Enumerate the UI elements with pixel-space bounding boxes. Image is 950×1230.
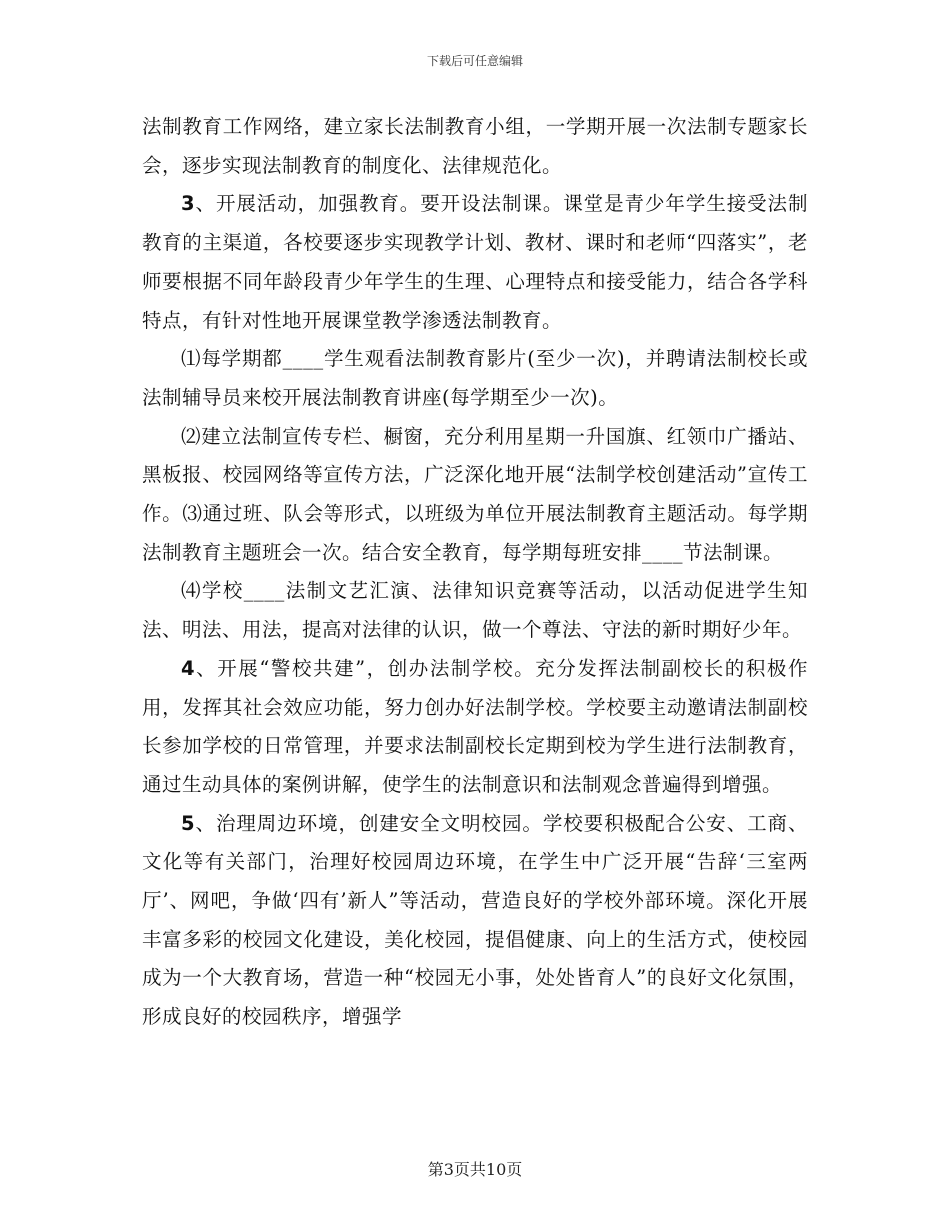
paragraph-continuation [142,108,808,185]
paragraph-sub-2 [142,418,808,573]
item-number: 4 [181,656,196,680]
page-header: 下载后可任意编辑 [426,54,523,68]
paragraph-item-5 [142,805,808,1037]
paragraph-sub-1 [142,340,808,417]
paragraph-text: 、开展活动，加强教育。要开设法制课。课堂是青少年学生接受法制教育的主渠道，各校要逐步实现教学计划、教材、课时和老师“四落实”，老师要根据不同年龄段青少年学生的生理、心理特点和接受能力，结合各学科特点，有针对性地开展课堂教学渗透法制教育。 [142,192,808,332]
paragraph-sub-4 [142,572,808,649]
paragraph-item-4 [142,650,808,805]
document-body [142,108,808,1037]
item-number: 5 [181,811,196,835]
paragraph-item-3 [142,185,808,340]
page-footer: 第3页共10页 [427,1160,523,1179]
paragraph-text: ⑵建立法制宣传专栏、橱窗，充分利用星期一升国旗、红领巾广播站、黑板报、校园网络等宣传方法，广泛深化地开展“法制学校创建活动”宣传工作。⑶通过班、队会等形式，以班级为单位开展法制教育主题活动。每学期法制教育主题班会一次。结合安全教育，每学期每班安排____节法制课。 [142,424,808,564]
paragraph-text: 、治理周边环境，创建安全文明校园。学校要积极配合公安、工商、文化等有关部门，治理好校园周边环境，在学生中广泛开展“告辞‘三室两厅’、网吧，争做‘四有’新人”等活动，营造良好的学校外部环境。深化开展丰富多彩的校园文化建设，美化校园，提倡健康、向上的生活方式，使校园成为一个大教育场，营造一种“校园无小事，处处皆育人”的良好文化氛围，形成良好的校园秩序，增强学 [142,811,808,1029]
paragraph-text: ⑴每学期都____学生观看法制教育影片(至少一次)，并聘请法制校长或法制辅导员来校开展法制教育讲座(每学期至少一次)。 [142,347,808,409]
paragraph-text: ⑷学校____法制文艺汇演、法律知识竞赛等活动，以活动促进学生知法、明法、用法，提高对法律的认识，做一个尊法、守法的新时期好少年。 [142,579,808,642]
paragraph-text: 法制教育工作网络，建立家长法制教育小组，一学期开展一次法制专题家长会，逐步实现法制教育的制度化、法律规范化。 [142,115,808,177]
item-number: 3 [181,192,196,216]
paragraph-text: 、开展“警校共建”，创办法制学校。充分发挥法制副校长的积极作用，发挥其社会效应功能，努力创办好法制学校。学校要主动邀请法制副校长参加学校的日常管理，并要求法制副校长定期到校为学生进行法制教育，通过生动具体的案例讲解，使学生的法制意识和法制观念普遍得到增强。 [142,656,808,796]
